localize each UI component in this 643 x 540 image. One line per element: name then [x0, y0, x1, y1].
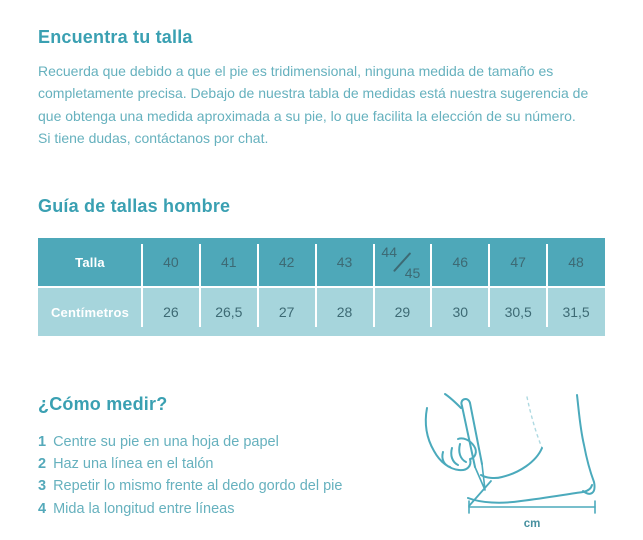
step-text: Repetir lo mismo frente al dedo gordo del pie: [53, 478, 343, 495]
cm-cell-30: 30: [431, 288, 489, 336]
size-cell-40: 40: [142, 238, 200, 286]
cm-cell-27: 27: [258, 288, 316, 336]
intro-paragraph-line: que obtenga una medida aproximada a su pie, lo que facilita la elección de su número.: [38, 107, 576, 124]
size-cell-44-45-top: 44: [381, 244, 397, 260]
intro-paragraph: [38, 60, 618, 149]
size-cell-46: 46: [431, 238, 489, 286]
measure-step-2: [38, 453, 342, 475]
size-guide-title: Guía de tallas hombre: [38, 196, 231, 216]
step-text: Mida la longitud entre líneas: [53, 500, 235, 517]
measure-step-4: [38, 498, 342, 520]
step-text: Centre su pie en una hoja de papel: [53, 434, 279, 450]
cm-cell-28: 28: [316, 288, 374, 336]
how-to-measure-title: ¿Cómo medir?: [38, 394, 168, 414]
intro-title: Encuentra tu talla: [38, 27, 193, 47]
size-cell-41: 41: [200, 238, 258, 286]
row-label-talla: Talla: [75, 254, 105, 270]
cm-cell-29: 29: [374, 288, 432, 336]
intro-paragraph-line: completamente precisa. Debajo de nuestra tabla de medidas está nuestra sugerencia de: [38, 85, 589, 102]
finger-line: [442, 452, 450, 467]
step-number: 2: [38, 456, 47, 473]
measure-step-1: [38, 431, 342, 453]
step-number: 1: [38, 434, 47, 450]
row-label-centimetros: Centímetros: [50, 304, 130, 320]
foot-sole: [468, 485, 592, 503]
size-cell-48: 48: [547, 238, 605, 286]
cm-cell-30-5: 30,5: [489, 288, 547, 336]
foot-instep-line: [481, 448, 542, 478]
size-cell-44-45: [374, 238, 432, 286]
finger-line: [459, 444, 466, 462]
hand-top-edge: [445, 394, 461, 408]
step-text: Haz una línea en el talón: [53, 456, 214, 473]
size-table-row-centimetros: [38, 286, 605, 336]
cm-cell-31-5: 31,5: [547, 288, 605, 336]
cm-cell-26: 26: [142, 288, 200, 336]
cm-cell-26-5: 26,5: [200, 288, 258, 336]
step-number: 3: [38, 478, 47, 495]
step-number: 4: [38, 500, 47, 517]
size-cell-43: 43: [316, 238, 374, 286]
pencil-top-cap: [461, 399, 470, 406]
cm-label: cm: [523, 518, 541, 530]
measure-step-3: [38, 475, 342, 497]
foot-measurement-illustration: [405, 382, 605, 534]
size-table: [38, 238, 605, 336]
intro-paragraph-line: Recuerda que debido a que el pie es tridimensional, ninguna medida de tamaño es: [38, 63, 554, 79]
size-cell-47: 47: [489, 238, 547, 286]
intro-paragraph-line: Si tiene dudas, contáctanos por chat.: [38, 129, 269, 146]
measure-steps-list: [38, 431, 342, 520]
finger-line: [451, 448, 458, 465]
shin-front-line: [527, 397, 542, 448]
size-cell-42: 42: [258, 238, 316, 286]
heel-back-line: [577, 395, 595, 494]
size-cell-44-45-bottom: 45: [404, 265, 421, 281]
size-table-row-talla: [38, 238, 605, 286]
